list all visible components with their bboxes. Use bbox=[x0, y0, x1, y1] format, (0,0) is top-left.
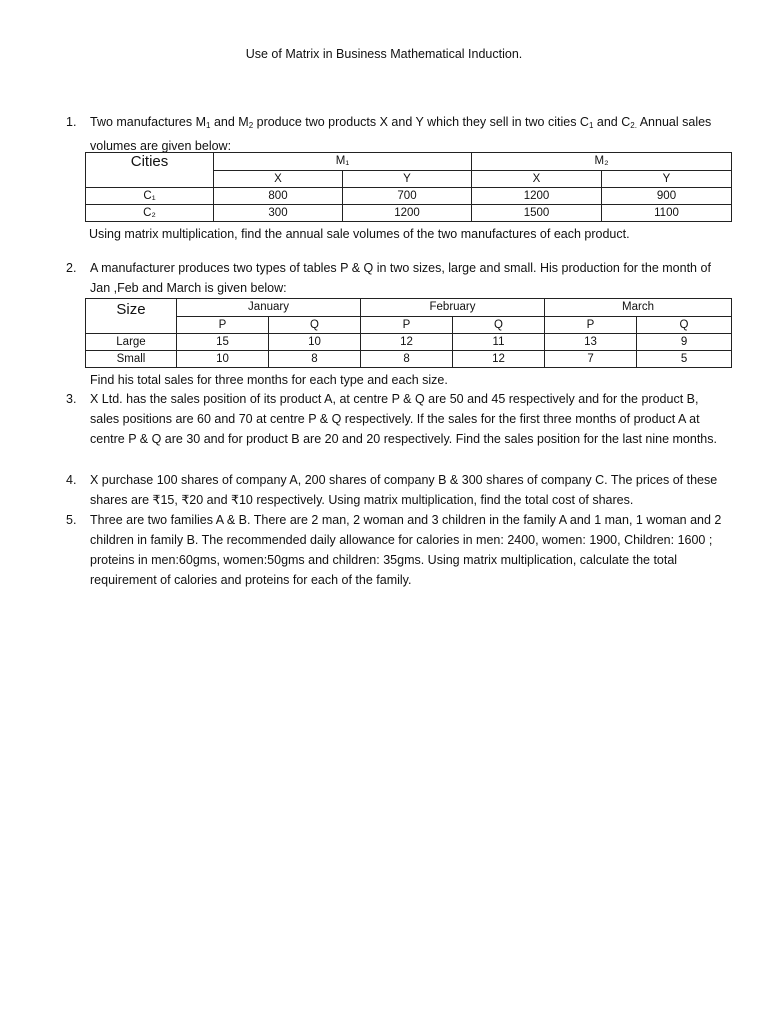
text-segment: and M bbox=[210, 115, 249, 129]
question-1 bbox=[66, 112, 726, 156]
subscript: 2 bbox=[248, 121, 254, 130]
table-header-row bbox=[86, 153, 732, 171]
question-text: X purchase 100 shares of company A, 200 shares of company B & 300 shares of company C. The prices of these shares are ₹15, ₹20 and ₹10 respectively. Using matrix multiplication, find the total cost of shares. bbox=[90, 473, 718, 507]
subscript: 1 bbox=[206, 121, 211, 130]
question-number: 2. bbox=[66, 261, 77, 275]
subheader-cell: P bbox=[361, 316, 453, 334]
subheader-cell: P bbox=[177, 316, 269, 334]
question-5 bbox=[66, 510, 726, 590]
table-cell: 8 bbox=[361, 351, 453, 368]
table-cell: 1200 bbox=[472, 188, 602, 205]
subheader-cell: X bbox=[472, 170, 602, 188]
table-header-row bbox=[86, 299, 732, 317]
table-cell: 800 bbox=[214, 188, 343, 205]
question-2 bbox=[66, 258, 726, 298]
table-cell: 9 bbox=[637, 334, 732, 351]
table-cell: 12 bbox=[361, 334, 453, 351]
table-cell: 10 bbox=[269, 334, 361, 351]
month-header: March bbox=[545, 299, 732, 317]
question-text: X Ltd. has the sales position of its product A, at centre P & Q are 50 and 45 respectively and for the product B, sales positions are 60 and 70 at centre P & Q respectively. If the sales for the first three months of product A at centre P & Q are 30 and for product B are 20 and 20 respectively. Find the sales position for the last nine months. bbox=[90, 392, 717, 446]
table-cell: 12 bbox=[453, 351, 545, 368]
month-header: February bbox=[361, 299, 545, 317]
question-number: 5. bbox=[66, 513, 77, 527]
table-row bbox=[86, 188, 732, 205]
question-number: 1. bbox=[66, 115, 77, 129]
table-cell: 5 bbox=[637, 351, 732, 368]
table-subheader-row bbox=[86, 316, 732, 334]
table-cell: 1500 bbox=[472, 205, 602, 222]
page-title: Use of Matrix in Business Mathematical Induction. bbox=[245, 47, 523, 61]
size-header: Size bbox=[86, 299, 177, 334]
month-header: January bbox=[177, 299, 361, 317]
subheader-cell: P bbox=[545, 316, 637, 334]
row-label: Large bbox=[86, 334, 177, 351]
table-cell: 300 bbox=[214, 205, 343, 222]
text-segment: produce two products X and Y which they sell in two cities C bbox=[253, 115, 589, 129]
subheader-cell: X bbox=[214, 170, 343, 188]
table-cell: 900 bbox=[602, 188, 732, 205]
question-2-instruction: Find his total sales for three months for each type and each size. bbox=[90, 373, 448, 387]
question-number: 3. bbox=[66, 392, 77, 406]
production-table bbox=[85, 298, 732, 368]
row-label: C₁ bbox=[86, 188, 214, 205]
question-1-instruction: Using matrix multiplication, find the annual sale volumes of the two manufactures of each product. bbox=[89, 227, 630, 241]
question-4 bbox=[66, 470, 726, 510]
table-cell: 700 bbox=[343, 188, 472, 205]
cities-header: Cities bbox=[86, 153, 214, 188]
question-text: A manufacturer produces two types of tables P & Q in two sizes, large and small. His production for the month of Jan ,Feb and March is given below: bbox=[90, 261, 711, 295]
table-row bbox=[86, 205, 732, 222]
question-number: 4. bbox=[66, 473, 77, 487]
subheader-cell: Q bbox=[453, 316, 545, 334]
subheader-cell: Q bbox=[269, 316, 361, 334]
text-segment: Annual sales volumes are given below: bbox=[90, 115, 712, 153]
table-cell: 1100 bbox=[602, 205, 732, 222]
table-cell: 13 bbox=[545, 334, 637, 351]
subscript: 1 bbox=[588, 121, 594, 130]
subheader-cell: Y bbox=[343, 170, 472, 188]
question-text bbox=[90, 112, 726, 156]
text-segment: Two manufactures M bbox=[90, 115, 207, 129]
table-cell: 10 bbox=[177, 351, 269, 368]
table-cell: 1200 bbox=[343, 205, 472, 222]
text-segment: and C bbox=[593, 115, 631, 129]
m2-header: M₂ bbox=[472, 153, 732, 171]
row-label: C₂ bbox=[86, 205, 214, 222]
m1-header: M₁ bbox=[214, 153, 472, 171]
table-row bbox=[86, 351, 732, 368]
table-cell: 11 bbox=[453, 334, 545, 351]
question-text: Three are two families A & B. There are 2 man, 2 woman and 3 children in the family A and 1 man, 1 woman and 2 children in family B. The recommended daily allowance for calories in men: 2400, women: 1900, Children: 1600 ; proteins in men:60gms, women:50gms and children: 35gms. Using matrix multiplication, calculate the total requirement of calories and proteins for each of the family. bbox=[90, 513, 722, 587]
question-3 bbox=[66, 389, 726, 449]
table-cell: 15 bbox=[177, 334, 269, 351]
subheader-cell: Y bbox=[602, 170, 732, 188]
table-row bbox=[86, 334, 732, 351]
table-cell: 7 bbox=[545, 351, 637, 368]
subheader-cell: Q bbox=[637, 316, 732, 334]
table-cell: 8 bbox=[269, 351, 361, 368]
sales-table bbox=[85, 152, 732, 222]
row-label: Small bbox=[86, 351, 177, 368]
subscript: 2. bbox=[630, 121, 637, 130]
